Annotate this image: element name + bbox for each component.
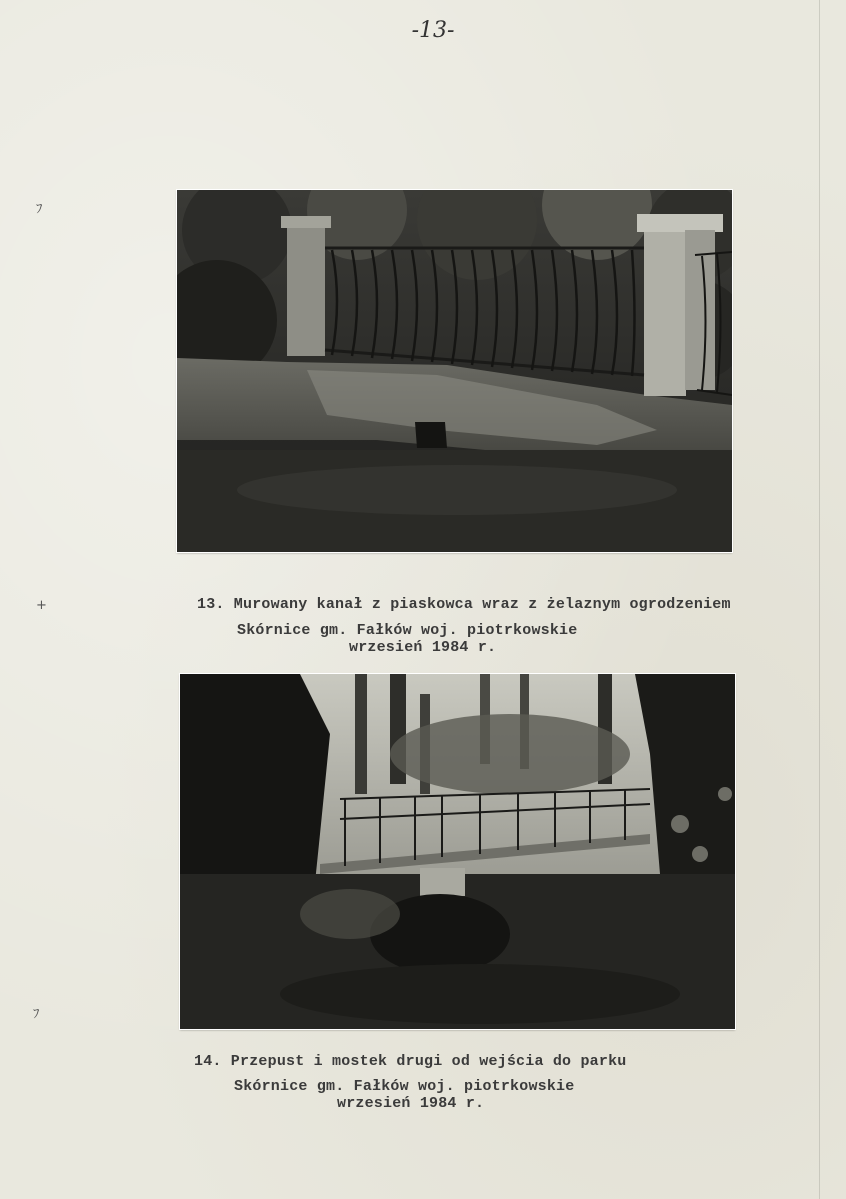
photo-caption-line1: 13. Murowany kanał z piaskowca wraz z żelaznym ogrodzeniem	[197, 596, 731, 613]
photo-canal-fence	[177, 190, 732, 552]
photo-culvert-bridge	[180, 674, 735, 1029]
photo-caption-line3: wrzesień 1984 r.	[337, 1095, 485, 1112]
page-edge-line	[819, 0, 820, 1199]
margin-mark: ﾌ	[33, 1007, 40, 1022]
margin-mark: ﾌ	[36, 202, 43, 217]
photo-caption-line2: Skórnice gm. Fałków woj. piotrkowskie	[234, 1078, 575, 1095]
margin-mark: +	[36, 598, 47, 613]
photo-caption-line2: Skórnice gm. Fałków woj. piotrkowskie	[237, 622, 578, 639]
photo-caption-line3: wrzesień 1984 r.	[349, 639, 497, 656]
photo-caption-line1: 14. Przepust i mostek drugi od wejścia do parku	[194, 1053, 627, 1070]
page-number: -13-	[411, 18, 455, 43]
